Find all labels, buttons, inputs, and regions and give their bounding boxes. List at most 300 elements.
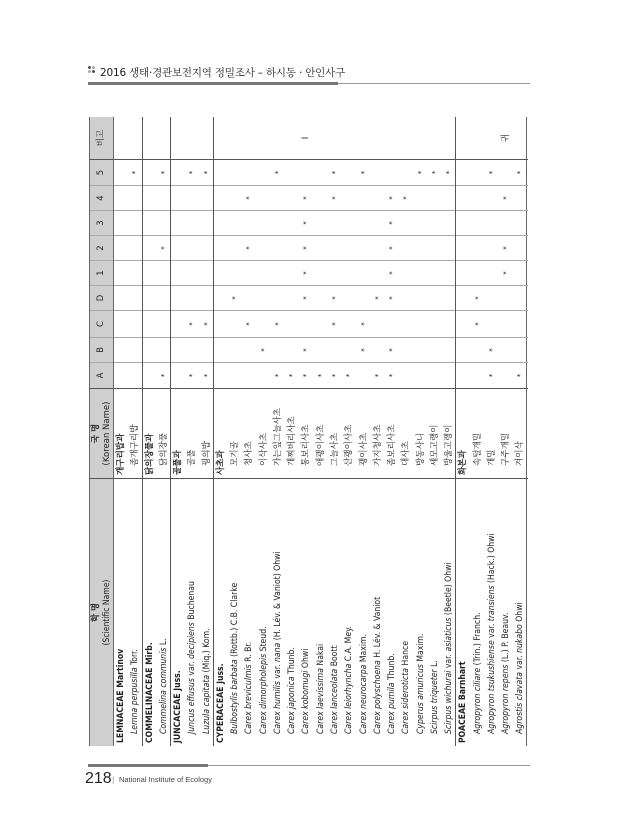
site-C-mark: * bbox=[271, 310, 285, 337]
note-cell bbox=[128, 117, 141, 160]
site-C-mark bbox=[371, 310, 385, 337]
scientific-name-part: Carex kobomugi bbox=[301, 670, 312, 734]
site-A-mark: * bbox=[285, 362, 299, 388]
site-D-mark bbox=[143, 285, 157, 310]
species-row bbox=[471, 117, 485, 746]
korean-name-cell: 좀보리사초 bbox=[385, 388, 399, 478]
site-C-mark bbox=[157, 310, 170, 337]
site-3-mark bbox=[342, 210, 356, 235]
site-B-mark: * bbox=[357, 337, 371, 362]
site-D-mark: * bbox=[385, 285, 399, 310]
note-cell bbox=[114, 117, 128, 160]
scientific-name-part: Ohwi bbox=[301, 648, 312, 671]
scientific-name-part: Torr. bbox=[130, 649, 141, 668]
korean-name-cell: 골풀과 bbox=[171, 388, 185, 478]
site-A-mark bbox=[242, 362, 256, 388]
site-C-mark bbox=[285, 310, 299, 337]
site-1-mark bbox=[456, 260, 470, 285]
scientific-name-cell bbox=[185, 478, 199, 746]
site-A-mark: * bbox=[513, 362, 527, 388]
site-1-mark bbox=[128, 260, 141, 285]
species-row bbox=[513, 117, 527, 746]
header-label: 국 명 bbox=[91, 423, 101, 444]
site-1-mark bbox=[328, 260, 342, 285]
species-row bbox=[285, 117, 299, 746]
species-row bbox=[428, 117, 442, 746]
korean-name-cell: 개찌버리사초 bbox=[285, 388, 299, 478]
site-A-mark bbox=[114, 362, 128, 388]
site-3-mark bbox=[428, 210, 442, 235]
site-5-mark: * bbox=[487, 170, 496, 175]
species-row bbox=[342, 117, 356, 746]
header-site-3: 3 bbox=[90, 210, 113, 235]
site-D-mark bbox=[513, 285, 527, 310]
site-A-mark: * bbox=[385, 362, 399, 388]
header-site-5: 5 bbox=[96, 169, 107, 176]
scientific-name-part: Carex neurocarpa bbox=[358, 664, 369, 734]
site-5-mark bbox=[385, 160, 399, 185]
site-3-mark bbox=[456, 210, 470, 235]
site-D-mark bbox=[342, 285, 356, 310]
scientific-name-part: decipiens bbox=[187, 622, 198, 659]
scientific-name-part: Scirpus triqueter bbox=[429, 669, 440, 734]
scientific-name-part: Cyperus amuricus bbox=[415, 664, 426, 734]
korean-name-cell: 골풀 bbox=[185, 388, 199, 478]
note-cell bbox=[328, 117, 342, 160]
note-cell bbox=[399, 117, 413, 160]
note-cell bbox=[428, 117, 442, 160]
site-1-mark bbox=[228, 260, 242, 285]
note-cell: 귀 bbox=[499, 117, 513, 160]
scientific-name-part: Thunb. bbox=[387, 653, 398, 683]
site-1-mark bbox=[157, 260, 170, 285]
note-cell bbox=[200, 117, 213, 160]
note-cell bbox=[257, 117, 271, 160]
site-A-mark bbox=[257, 362, 271, 388]
scientific-name-part: Carex japonica bbox=[287, 676, 298, 734]
korean-name-cell: 괭이사초 bbox=[357, 388, 371, 478]
site-C-mark bbox=[171, 310, 185, 337]
site-3-mark bbox=[328, 210, 342, 235]
site-2-mark bbox=[428, 235, 442, 260]
note-cell bbox=[385, 117, 399, 160]
site-A-mark bbox=[228, 362, 242, 388]
site-2-mark bbox=[143, 235, 157, 260]
korean-name-cell: 개구리밥과 bbox=[114, 388, 128, 478]
scientific-name-part: (Beetle) Ohwi bbox=[444, 562, 455, 618]
species-row bbox=[357, 117, 371, 746]
site-1-mark bbox=[285, 260, 299, 285]
korean-name-cell: 가는잎그늘사초 bbox=[271, 388, 285, 478]
note-cell bbox=[185, 117, 199, 160]
site-A-mark: * bbox=[299, 362, 313, 388]
header-scientific-name bbox=[90, 478, 113, 746]
site-1-mark bbox=[513, 260, 527, 285]
site-C-mark bbox=[314, 310, 328, 337]
site-D-mark: * bbox=[328, 285, 342, 310]
site-B-mark bbox=[114, 337, 128, 362]
scientific-name-part: Agropyron tsukushiense bbox=[486, 640, 497, 734]
site-4-mark: * bbox=[299, 185, 313, 210]
scientific-name-part: Thunb. bbox=[287, 647, 298, 677]
header-site-B: B bbox=[90, 337, 113, 362]
scientific-name-part: Agrostis clavata bbox=[515, 671, 526, 734]
site-C-mark bbox=[228, 310, 242, 337]
site-D-mark bbox=[314, 285, 328, 310]
site-C-mark bbox=[499, 310, 513, 337]
site-2-mark bbox=[257, 235, 271, 260]
scientific-name-part: Bulbostylis barbata bbox=[230, 659, 241, 734]
site-D-mark bbox=[157, 285, 170, 310]
site-3-mark bbox=[314, 210, 328, 235]
site-D-mark bbox=[285, 285, 299, 310]
site-5-mark: * bbox=[516, 170, 525, 175]
scientific-name-part: (L.) P. Beauv. bbox=[501, 612, 512, 665]
site-4-mark bbox=[414, 185, 428, 210]
site-A-mark bbox=[171, 362, 185, 388]
site-3-mark bbox=[171, 210, 185, 235]
site-C-mark: * bbox=[242, 310, 256, 337]
species-row bbox=[128, 117, 142, 746]
site-2-mark bbox=[471, 235, 485, 260]
site-C-mark: * bbox=[328, 310, 342, 337]
species-row bbox=[228, 117, 242, 746]
scientific-name-part: var. bbox=[187, 659, 198, 679]
site-C-mark bbox=[299, 310, 313, 337]
header-site-D: D bbox=[90, 285, 113, 310]
scientific-name-cell bbox=[471, 478, 485, 746]
site-5-mark bbox=[285, 160, 299, 185]
site-A-mark bbox=[357, 362, 371, 388]
site-C-mark: * bbox=[200, 310, 213, 337]
site-1-mark bbox=[399, 260, 413, 285]
site-D-mark bbox=[456, 285, 470, 310]
site-C-mark bbox=[456, 310, 470, 337]
site-2-mark: * bbox=[385, 235, 399, 260]
scientific-name-part: var. bbox=[272, 662, 283, 682]
site-A-mark: * bbox=[200, 362, 213, 388]
species-row bbox=[414, 117, 428, 746]
site-1-mark bbox=[485, 260, 499, 285]
site-4-mark: * bbox=[399, 185, 413, 210]
scientific-name-part: L. bbox=[429, 660, 440, 670]
site-4-mark bbox=[342, 185, 356, 210]
site-3-mark bbox=[200, 210, 213, 235]
scientific-name-part: Boott bbox=[329, 645, 340, 669]
site-D-mark bbox=[428, 285, 442, 310]
site-3-mark bbox=[114, 210, 128, 235]
note-cell bbox=[456, 117, 470, 160]
site-A-mark bbox=[399, 362, 413, 388]
note-cell bbox=[414, 117, 428, 160]
site-2-mark bbox=[314, 235, 328, 260]
site-D-mark: * bbox=[228, 285, 242, 310]
species-row bbox=[157, 117, 171, 746]
footer-organization: National Institute of Ecology bbox=[119, 775, 212, 784]
scientific-name-part: Maxim. bbox=[358, 634, 369, 665]
scientific-name-part: R. Br. bbox=[244, 641, 255, 665]
site-4-mark bbox=[428, 185, 442, 210]
site-3-mark bbox=[271, 210, 285, 235]
site-C-mark bbox=[143, 310, 157, 337]
site-5-mark: * bbox=[159, 170, 168, 175]
scientific-name-part: transiens bbox=[486, 585, 497, 622]
scientific-name-part: (H. Lév. & Vaniot) Ohwi bbox=[272, 551, 283, 643]
scientific-name-part: nukabo bbox=[515, 624, 526, 653]
site-A-mark: * bbox=[328, 362, 342, 388]
species-row bbox=[200, 117, 214, 746]
site-C-mark bbox=[114, 310, 128, 337]
scientific-name-part: Commelina communis bbox=[158, 647, 169, 734]
site-3-mark bbox=[357, 210, 371, 235]
site-1-mark bbox=[200, 260, 213, 285]
site-2-mark: * bbox=[499, 235, 513, 260]
note-cell bbox=[157, 117, 170, 160]
family-row bbox=[456, 117, 470, 746]
site-5-mark: * bbox=[188, 170, 197, 175]
site-3-mark: * bbox=[299, 210, 313, 235]
site-3-mark bbox=[228, 210, 242, 235]
scientific-name-cell bbox=[513, 478, 527, 746]
site-5-mark bbox=[257, 160, 271, 185]
site-2-mark bbox=[228, 235, 242, 260]
site-C-mark bbox=[414, 310, 428, 337]
site-3-mark bbox=[442, 210, 455, 235]
site-C-mark bbox=[428, 310, 442, 337]
site-4-mark bbox=[257, 185, 271, 210]
site-B-mark bbox=[143, 337, 157, 362]
scientific-name-part: JUNCACEAE Juss. bbox=[173, 670, 184, 743]
scientific-name-part: Carex leiorhyncha bbox=[344, 663, 355, 734]
scientific-name-cell bbox=[128, 478, 141, 746]
site-2-mark bbox=[342, 235, 356, 260]
footer-separator: | bbox=[112, 776, 115, 784]
site-A-mark bbox=[499, 362, 513, 388]
scientific-name-cell bbox=[114, 478, 128, 746]
site-B-mark bbox=[414, 337, 428, 362]
scientific-name-part: Carex humilis bbox=[272, 681, 283, 734]
site-4-mark bbox=[357, 185, 371, 210]
site-1-mark bbox=[371, 260, 385, 285]
site-4-mark bbox=[114, 185, 128, 210]
header-site-2: 2 bbox=[90, 235, 113, 260]
scientific-name-part: Lemna perpusilla bbox=[130, 667, 141, 734]
korean-name-cell: 이삭사초 bbox=[257, 388, 271, 478]
site-B-mark bbox=[171, 337, 185, 362]
site-2-mark bbox=[456, 235, 470, 260]
site-B-mark bbox=[499, 337, 513, 362]
scientific-name-part: Carex pumila bbox=[387, 682, 398, 734]
species-row bbox=[271, 117, 285, 746]
scientific-name-part: Juncus effusus bbox=[187, 678, 198, 734]
korean-name-cell: 화본과 bbox=[456, 388, 470, 478]
header-sublabel: (Scientific Name) bbox=[101, 579, 112, 646]
scientific-name-part: LEMNACEAE Martinov bbox=[116, 648, 126, 743]
scientific-name-part: Hance bbox=[401, 641, 412, 668]
site-5-mark bbox=[114, 160, 128, 185]
scientific-name-part: H. Lév. & Vaniot bbox=[372, 596, 383, 661]
site-B-mark bbox=[285, 337, 299, 362]
species-row bbox=[185, 117, 199, 746]
site-A-mark: * bbox=[314, 362, 328, 388]
scientific-name-part: (Trin.) Franch. bbox=[472, 612, 483, 668]
site-5-mark bbox=[371, 160, 385, 185]
note-cell: I bbox=[299, 117, 313, 160]
site-C-mark bbox=[385, 310, 399, 337]
header-site-C: C bbox=[90, 310, 113, 337]
note-cell bbox=[228, 117, 242, 160]
scientific-name-cell bbox=[257, 478, 271, 746]
scientific-name-part: Carex lanceolata bbox=[329, 668, 340, 734]
korean-name-cell: 개밀 bbox=[485, 388, 499, 478]
site-B-mark bbox=[342, 337, 356, 362]
species-row bbox=[442, 117, 456, 746]
site-5-mark: * bbox=[359, 170, 368, 175]
scientific-name-part: Carex polyschoena bbox=[372, 660, 383, 734]
footer-rule bbox=[88, 764, 208, 767]
site-C-mark: * bbox=[357, 310, 371, 337]
site-5-mark: * bbox=[430, 170, 439, 175]
site-4-mark bbox=[200, 185, 213, 210]
site-4-mark bbox=[485, 185, 499, 210]
site-1-mark bbox=[242, 260, 256, 285]
note-cell bbox=[285, 117, 299, 160]
site-4-mark bbox=[456, 185, 470, 210]
site-1-mark: * bbox=[499, 260, 513, 285]
site-C-mark bbox=[399, 310, 413, 337]
site-2-mark bbox=[442, 235, 455, 260]
four-dot-icon bbox=[88, 66, 96, 74]
species-row bbox=[371, 117, 385, 746]
scientific-name-cell bbox=[271, 478, 285, 746]
site-B-mark bbox=[314, 337, 328, 362]
site-A-mark bbox=[414, 362, 428, 388]
site-1-mark: * bbox=[385, 260, 399, 285]
site-D-mark bbox=[200, 285, 213, 310]
scientific-name-cell bbox=[456, 478, 470, 746]
site-4-mark bbox=[143, 185, 157, 210]
scientific-name-part: Carex breviculmis bbox=[244, 664, 255, 734]
family-row bbox=[214, 117, 228, 746]
scientific-name-part: Agropyron repens bbox=[501, 664, 512, 734]
korean-name-cell: 닭의장풀 bbox=[157, 388, 170, 478]
site-3-mark bbox=[285, 210, 299, 235]
site-2-mark bbox=[513, 235, 527, 260]
scientific-name-part: CYPERACEAE Juss. bbox=[215, 663, 226, 743]
korean-name-cell: 그늘사초 bbox=[328, 388, 342, 478]
site-2-mark bbox=[271, 235, 285, 260]
header-site-A: A bbox=[90, 362, 113, 388]
site-B-mark bbox=[442, 337, 455, 362]
site-A-mark bbox=[428, 362, 442, 388]
site-A-mark: * bbox=[485, 362, 499, 388]
site-2-mark bbox=[171, 235, 185, 260]
site-5-mark: * bbox=[131, 170, 140, 175]
site-1-mark bbox=[442, 260, 455, 285]
site-5-mark bbox=[456, 160, 470, 185]
species-row bbox=[399, 117, 413, 746]
korean-name-cell: 통보리사초 bbox=[299, 388, 313, 478]
scientific-name-part: Agropyron ciliare bbox=[472, 667, 483, 734]
scientific-name-cell bbox=[242, 478, 256, 746]
site-A-mark: * bbox=[185, 362, 199, 388]
korean-name-cell: 좀개구리밥 bbox=[128, 388, 141, 478]
site-3-mark bbox=[371, 210, 385, 235]
note-cell bbox=[314, 117, 328, 160]
site-3-mark bbox=[499, 210, 513, 235]
site-B-mark bbox=[271, 337, 285, 362]
scientific-name-cell bbox=[228, 478, 242, 746]
note-cell bbox=[485, 117, 499, 160]
scientific-name-cell bbox=[414, 478, 428, 746]
scientific-name-part: Carex sideroticta bbox=[401, 667, 412, 734]
site-B-mark: * bbox=[485, 337, 499, 362]
site-1-mark bbox=[357, 260, 371, 285]
species-row bbox=[328, 117, 342, 746]
site-2-mark bbox=[357, 235, 371, 260]
site-5-mark: * bbox=[330, 170, 339, 175]
scientific-name-part: var. bbox=[486, 621, 497, 641]
korean-name-cell: 닭의장풀과 bbox=[143, 388, 157, 478]
site-1-mark bbox=[414, 260, 428, 285]
species-row bbox=[485, 117, 499, 746]
site-D-mark: * bbox=[299, 285, 313, 310]
site-4-mark bbox=[285, 185, 299, 210]
site-2-mark bbox=[485, 235, 499, 260]
note-cell bbox=[471, 117, 485, 160]
scientific-name-part: var. bbox=[515, 652, 526, 672]
site-5-mark bbox=[499, 160, 513, 185]
species-table bbox=[89, 117, 527, 746]
header-rule bbox=[88, 82, 338, 85]
site-A-mark: * bbox=[371, 362, 385, 388]
site-3-mark bbox=[485, 210, 499, 235]
site-2-mark bbox=[399, 235, 413, 260]
scientific-name-cell bbox=[442, 478, 455, 746]
korean-name-cell: 세모고랭이 bbox=[428, 388, 442, 478]
site-C-mark: * bbox=[471, 310, 485, 337]
korean-name-cell: 꿩의밥 bbox=[200, 388, 213, 478]
site-D-mark: * bbox=[371, 285, 385, 310]
site-B-mark bbox=[456, 337, 470, 362]
site-B-mark bbox=[185, 337, 199, 362]
site-4-mark bbox=[442, 185, 455, 210]
site-D-mark bbox=[399, 285, 413, 310]
site-4-mark bbox=[271, 185, 285, 210]
site-3-mark bbox=[185, 210, 199, 235]
site-3-mark bbox=[128, 210, 141, 235]
site-D-mark bbox=[442, 285, 455, 310]
site-5-mark bbox=[299, 160, 313, 185]
site-D-mark bbox=[357, 285, 371, 310]
scientific-name-part: L. bbox=[158, 638, 169, 648]
site-1-mark bbox=[171, 260, 185, 285]
site-4-mark bbox=[371, 185, 385, 210]
scientific-name-part: (Hack.) Ohwi bbox=[486, 533, 497, 586]
site-2-mark: * bbox=[157, 235, 170, 260]
site-4-mark bbox=[214, 185, 228, 210]
note-cell bbox=[214, 117, 228, 160]
scientific-name-part: nana bbox=[272, 642, 283, 662]
site-1-mark bbox=[114, 260, 128, 285]
note-cell bbox=[371, 117, 385, 160]
site-2-mark bbox=[414, 235, 428, 260]
scientific-name-part: Steud. bbox=[258, 626, 269, 654]
korean-name-cell: 대사초 bbox=[399, 388, 413, 478]
site-C-mark bbox=[442, 310, 455, 337]
scientific-name-cell bbox=[200, 478, 213, 746]
site-4-mark bbox=[513, 185, 527, 210]
